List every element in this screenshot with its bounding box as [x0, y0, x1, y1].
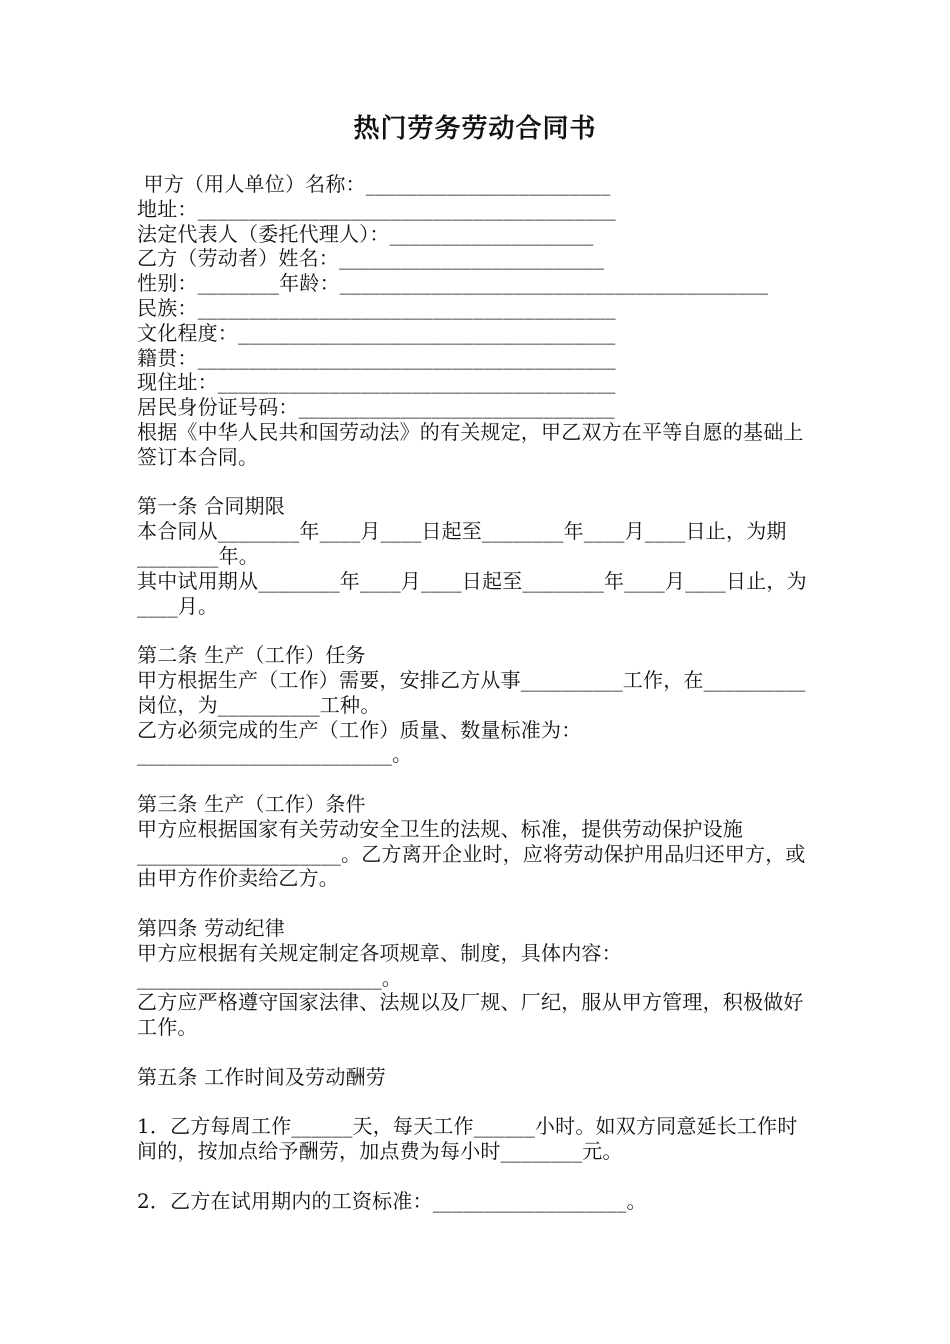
native-place-field: 籍贯：_________________________________________: [137, 345, 616, 370]
article-4-rules: 甲方应根据有关规定制定各项规章、制度，具体内容：________________________。: [137, 940, 622, 990]
spacer: [137, 1040, 817, 1065]
document-title: 热门劳务劳动合同书: [353, 114, 597, 144]
current-address-field: 现住址：_______________________________________: [137, 370, 616, 395]
spacer: [137, 618, 817, 643]
article-3-conditions: 甲方应根据国家有关劳动安全卫生的法规、标准，提供劳动保护设施____________________。乙方离开企业时，应将劳动保护用品归还甲方，或由甲方作价卖给乙方。: [137, 816, 806, 891]
spacer: [137, 1164, 817, 1189]
spacer: [137, 470, 817, 495]
article-2-standard: 乙方必须完成的生产（工作）质量、数量标准为：_________________________。: [137, 717, 582, 767]
spacer: [137, 891, 817, 916]
party-b-name-field: 乙方（劳动者）姓名：__________________________: [137, 246, 605, 271]
contract-body: [137, 172, 817, 1213]
party-a-name-field: 甲方（用人单位）名称：________________________: [137, 172, 611, 196]
article-2-heading: 第二条 生产（工作）任务: [137, 643, 366, 668]
education-field: 文化程度：_____________________________________: [137, 320, 616, 345]
spacer: [137, 767, 817, 792]
id-number-field: 居民身份证号码：_______________________________: [137, 395, 615, 420]
legal-representative-field: 法定代表人（委托代理人）：____________________: [137, 221, 594, 246]
article-4-obligation: 乙方应严格遵守国家法律、法规以及厂规、厂纪，服从甲方管理，积极做好工作。: [137, 990, 804, 1040]
spacer: [137, 1089, 817, 1114]
article-1-heading: 第一条 合同期限: [137, 494, 285, 519]
intro-paragraph: 根据《中华人民共和国劳动法》的有关规定，甲乙双方在平等自愿的基础上签订本合同。: [137, 419, 804, 469]
gender-age-field: 性别：________年龄：__________________________________________: [137, 271, 769, 296]
article-4-heading: 第四条 劳动纪律: [137, 915, 285, 940]
article-1-probation: 其中试用期从________年____月____日起至________年____月____日止，为____月。: [137, 568, 807, 618]
address-field: 地址：_________________________________________: [137, 196, 616, 221]
article-2-assignment: 甲方根据生产（工作）需要，安排乙方从事__________工作，在__________岗位，为__________工种。: [137, 667, 806, 717]
article-5-item-1: 1．乙方每周工作______天，每天工作______小时。如双方同意延长工作时间的，按加点给予酬劳，加点费为每小时________元。: [137, 1114, 798, 1164]
article-5-heading: 第五条 工作时间及劳动酬劳: [137, 1064, 386, 1089]
article-5-item-2: 2．乙方在试用期内的工资标准：___________________。: [137, 1188, 647, 1213]
article-1-term: 本合同从________年____月____日起至________年____月____日止，为期________年。: [137, 519, 787, 568]
ethnicity-field: 民族：_________________________________________: [137, 295, 616, 320]
article-3-heading: 第三条 生产（工作）条件: [137, 791, 366, 816]
